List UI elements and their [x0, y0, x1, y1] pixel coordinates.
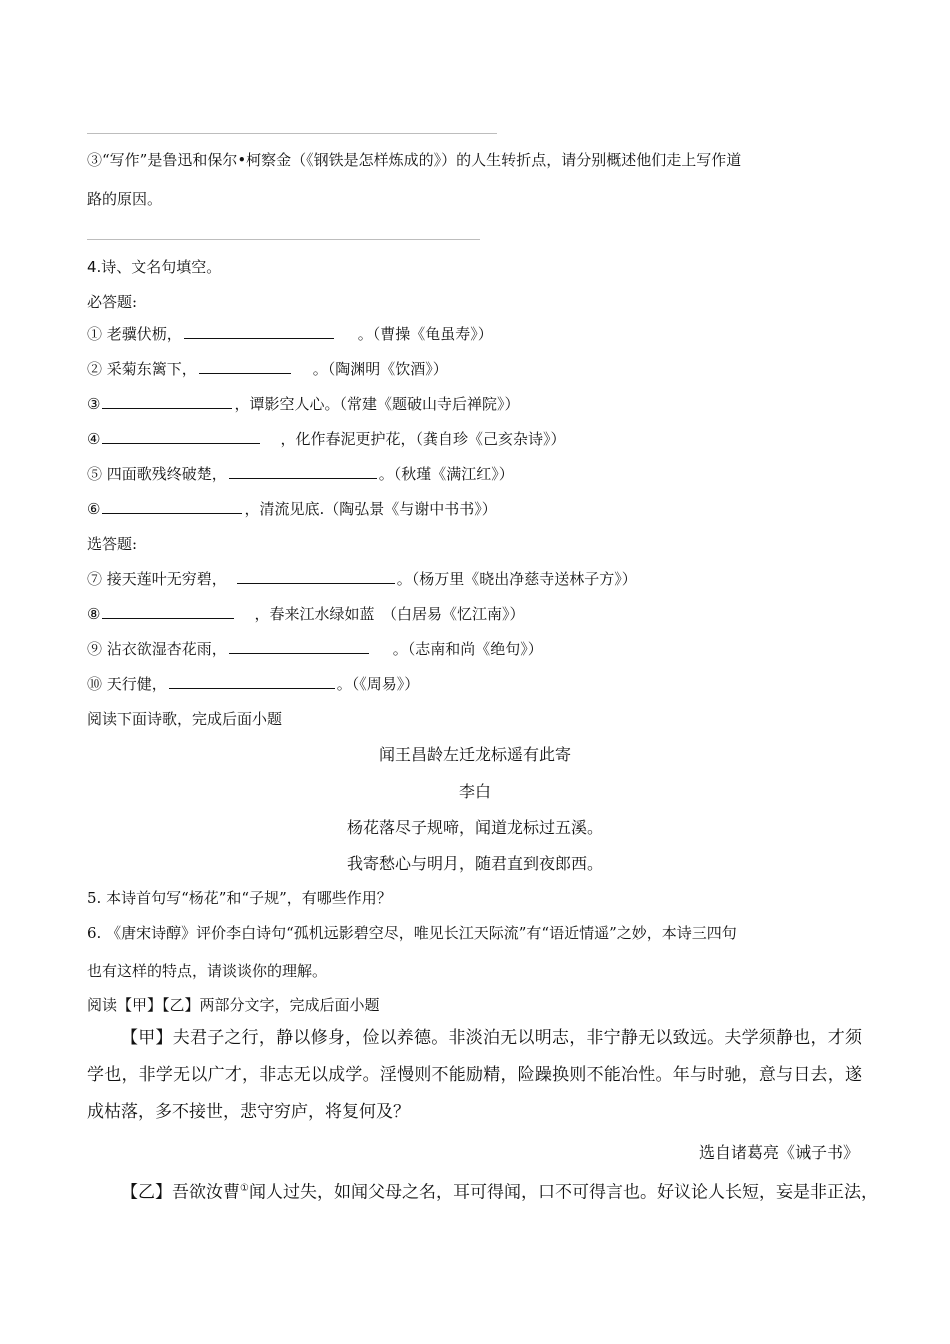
q6-line1: 6. 《唐宋诗醇》评价李白诗句“孤机远影碧空尽，唯见长江天际流”有“语近情遥”之妙，本诗三四句: [87, 924, 737, 942]
fill-item-text: ① 老骥伏枥，: [87, 325, 182, 343]
q6-line2: 也有这样的特点，请谈谈你的理解。: [87, 962, 328, 980]
q4-required-label: 必答题:: [87, 293, 138, 311]
fill-item-text: ⑥: [87, 500, 101, 518]
fill-item-1: [87, 324, 493, 344]
blank-field[interactable]: [102, 429, 260, 444]
q4-title: 4.诗、文名句填空。: [87, 258, 222, 276]
fill-item-5: [87, 464, 514, 484]
fill-item-text: ，化作春泥更护花，（龚自珍《己亥杂诗》）: [280, 430, 566, 448]
fill-item-text: 。（《周易》）: [336, 675, 420, 693]
fill-item-2: [87, 359, 448, 379]
q4-optional-label: 选答题:: [87, 535, 138, 553]
fill-item-text: ③: [87, 395, 101, 413]
poem-title: 闻王昌龄左迁龙标遥有此寄: [378, 745, 571, 764]
answer-line: [87, 239, 480, 240]
fill-item-10: [87, 674, 419, 694]
fill-item-text: 。（陶渊明《饮酒》）: [312, 360, 448, 378]
fill-item-6: [87, 499, 497, 519]
answer-line: [87, 133, 497, 134]
blank-field[interactable]: [169, 674, 335, 689]
poem-intro: 阅读下面诗歌，完成后面小题: [87, 710, 283, 728]
fill-item-text: ，清流见底.（陶弘景《与谢中书书》）: [244, 500, 497, 518]
fill-item-4: [87, 429, 565, 449]
poem-line-2: 我寄愁心与明月，随君直到夜郎西。: [346, 854, 603, 873]
q3-item3-line2: 路的原因。: [87, 190, 163, 208]
passage-jia: 【甲】夫君子之行，静以修身，俭以养德。非淡泊无以明志，非宁静无以致远。夫学须静也，才须学也，非学无以广才，非志无以成学。淫慢则不能励精，险躁换则不能冶性。年与时驰，意与日去，遂成枯落，多不接世，悲守穷庐，将复何及？: [87, 1028, 862, 1122]
footnote-marker[interactable]: ①: [240, 1183, 249, 1194]
poem-line-1: 杨花落尽子规啼，闻道龙标过五溪。: [346, 818, 603, 837]
blank-field[interactable]: [229, 464, 377, 479]
blank-field[interactable]: [102, 604, 234, 619]
fill-item-text: 。（志南和尚《绝句》）: [392, 640, 543, 658]
fill-item-8: [87, 604, 524, 624]
reading-intro: 阅读【甲】【乙】两部分文字，完成后面小题: [87, 996, 380, 1014]
q3-item3-line1: ③“写作”是鲁迅和保尔•柯察金（《钢铁是怎样炼成的》）的人生转折点，请分别概述他们走上写作道: [87, 151, 742, 169]
fill-item-text: ④: [87, 430, 101, 448]
fill-item-text: ⑧: [87, 605, 101, 623]
blank-field[interactable]: [199, 359, 291, 374]
fill-item-7: [87, 569, 637, 589]
blank-field[interactable]: [102, 394, 232, 409]
blank-field[interactable]: [237, 569, 395, 584]
q5: 5. 本诗首句写“杨花”和“子规”，有哪些作用？: [87, 889, 392, 907]
blank-field[interactable]: [229, 639, 369, 654]
fill-item-text: 。（曹操《龟虽寿》）: [357, 325, 493, 343]
fill-item-text: 。（杨万里《晓出净慈寺送林子方》）: [396, 570, 637, 588]
poem-author: 李白: [458, 782, 491, 801]
fill-item-text: 。（秋瑾《满江红》）: [378, 465, 514, 483]
blank-field[interactable]: [102, 499, 242, 514]
fill-item-text: ，谭影空人心。（常建《题破山寺后禅院》）: [234, 395, 520, 413]
fill-item-text: ⑦ 接天莲叶无穷碧，: [87, 570, 227, 588]
fill-item-3: [87, 394, 519, 414]
fill-item-text: ⑩ 天行健，: [87, 675, 167, 693]
fill-item-9: [87, 639, 543, 659]
passage-yi-start: 【乙】吾欲汝曹: [121, 1182, 240, 1203]
passage-yi-rest: 闻人过失，如闻父母之名，耳可得闻，口不可得言也。好议论人长短，妄是非正法，: [248, 1182, 878, 1203]
passage-yi: [87, 1170, 878, 1212]
fill-item-text: ，春来江水绿如蓝 （白居易《忆江南》）: [254, 605, 525, 623]
fill-item-text: ⑤ 四面歌残终破楚，: [87, 465, 227, 483]
fill-item-text: ② 采菊东篱下，: [87, 360, 197, 378]
blank-field[interactable]: [184, 324, 334, 339]
passage-source: 选自诸葛亮《诫子书》: [698, 1143, 859, 1162]
fill-item-text: ⑨ 沾衣欲湿杏花雨，: [87, 640, 227, 658]
